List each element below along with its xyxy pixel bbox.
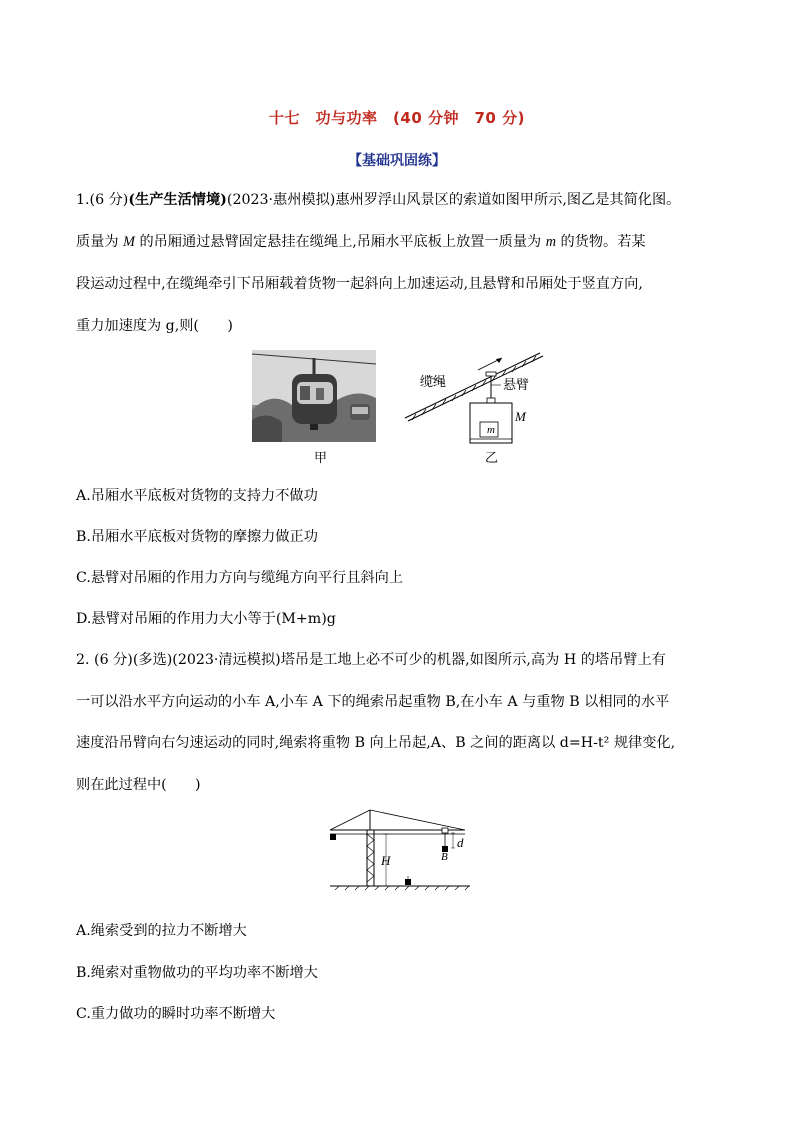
q2-line-1: 2. (6 分)(多选)(2023·清远模拟)塔吊是工地上必不可少的机器,如图所示,高为 H 的塔吊臂上有	[76, 652, 666, 668]
q1-option-a: A.吊厢水平底板对货物的支持力不做功	[76, 488, 318, 504]
q1-var-m: m	[545, 234, 556, 250]
page-title: 十七 功与功率 (40 分钟 70 分)	[269, 109, 525, 127]
cable-car-diagram	[400, 348, 550, 448]
q1-line-4: 重力加速度为 g,则( )	[76, 318, 233, 334]
q1-line-2	[76, 232, 646, 252]
fig-caption-left: 甲	[314, 451, 328, 466]
q1-line-3: 段运动过程中,在缆绳牵引下吊厢载着货物一起斜向上加速运动,且悬臂和吊厢处于竖直方向,	[76, 276, 643, 292]
q2-line-3: 速度沿吊臂向右匀速运动的同时,绳索将重物 B 向上吊起,A、B 之间的距离以 d=H-t² 规律变化,	[76, 735, 676, 751]
fig-label-cable: 缆绳	[420, 375, 447, 390]
fig-caption-right: 乙	[485, 451, 499, 466]
q1-source: (2023·惠州模拟)	[226, 192, 336, 208]
q1-line1-text: 惠州罗浮山风景区的索道如图甲所示,图乙是其简化图。	[335, 192, 681, 208]
section-heading: 【基础巩固练】	[348, 153, 446, 169]
fig-label-H: H	[381, 853, 391, 868]
q1-option-d: D.悬臂对吊厢的作用力大小等于(M+m)g	[76, 611, 336, 627]
tower-crane-diagram	[325, 808, 475, 890]
q1-tag: (生产生活情境)	[128, 192, 227, 208]
q1-line2-b: 的吊厢通过悬臂固定悬挂在缆绳上,吊厢水平底板上放置一质量为	[139, 234, 542, 250]
q1-var-M: M	[123, 234, 135, 250]
q1-option-c: C.悬臂对吊厢的作用力方向与缆绳方向平行且斜向上	[76, 570, 403, 586]
fig-label-M: M	[515, 409, 526, 424]
q1-score: (6 分)	[89, 192, 129, 208]
q2-option-a: A.绳索受到的拉力不断增大	[76, 923, 247, 939]
q1-number: 1.	[76, 192, 90, 208]
fig-label-m: m	[487, 424, 495, 436]
q1-line-1	[76, 190, 680, 210]
fig-label-B: B	[441, 851, 448, 863]
q2-option-b: B.绳索对重物做功的平均功率不断增大	[76, 965, 318, 981]
fig-label-d: d	[457, 835, 464, 850]
q2-line-4: 则在此过程中( )	[76, 777, 201, 793]
q2-line-2: 一可以沿水平方向运动的小车 A,小车 A 下的绳索吊起重物 B,在小车 A 与重物 B 以相同的水平	[76, 694, 670, 710]
q1-line2-c: 的货物。若某	[560, 234, 646, 250]
q1-option-b: B.吊厢水平底板对货物的摩擦力做正功	[76, 529, 318, 545]
q1-line2-a: 质量为	[76, 234, 119, 250]
q2-option-c: C.重力做功的瞬时功率不断增大	[76, 1006, 276, 1022]
cable-car-photo	[252, 350, 376, 442]
fig-label-arm: 悬臂	[503, 378, 530, 393]
